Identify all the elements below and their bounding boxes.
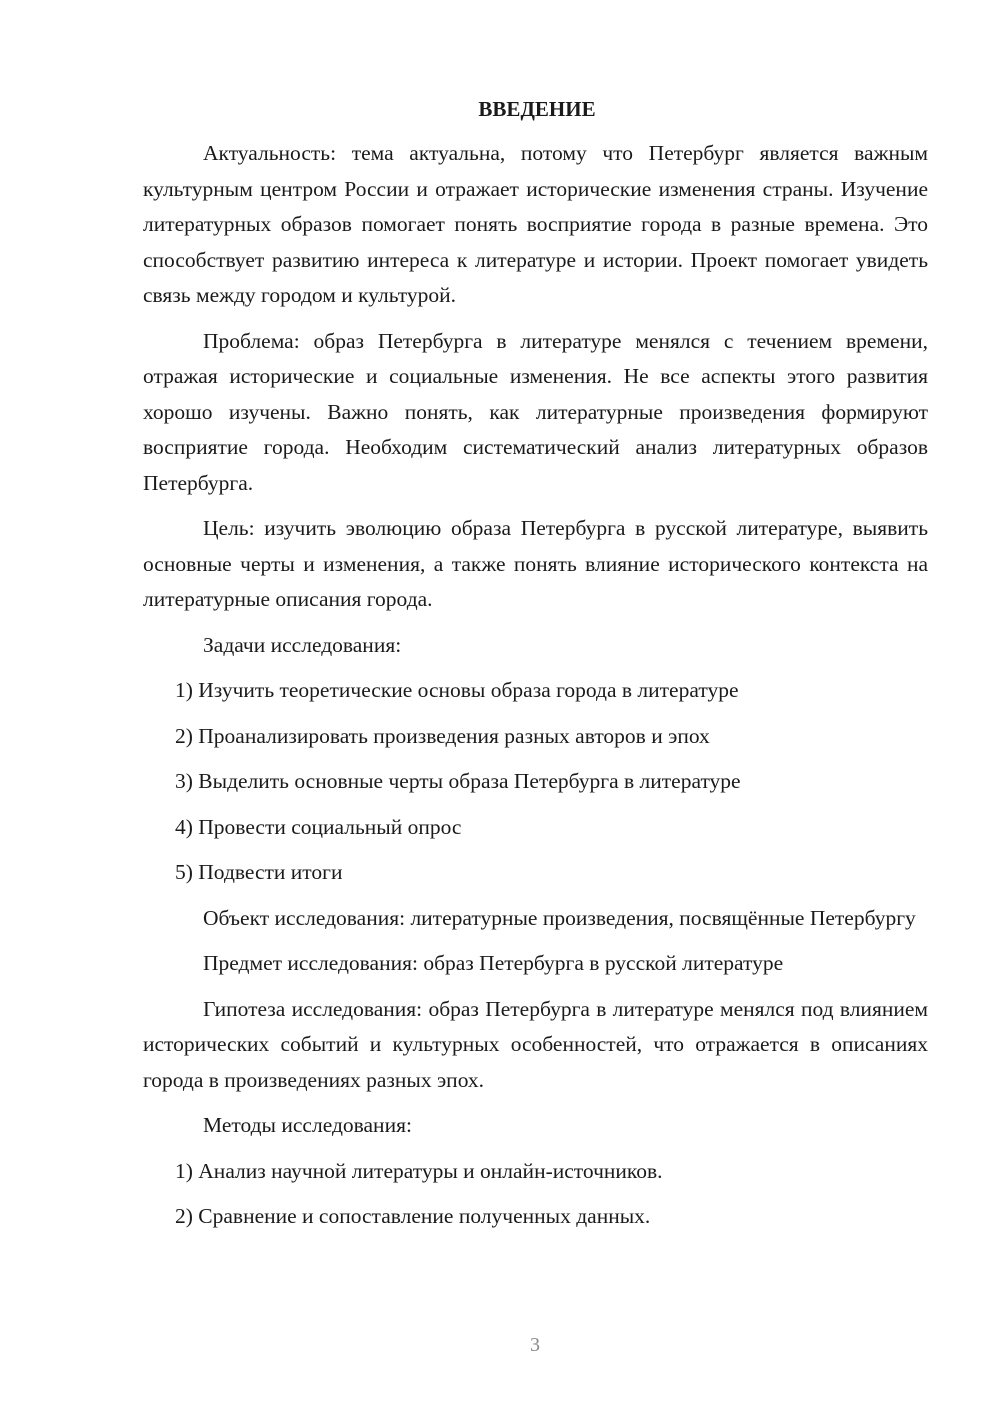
document-page [143,92,928,1245]
tasks-list [143,673,928,891]
method-item: 1) Анализ научной литературы и онлайн-источников. [175,1158,663,1183]
section-heading: ВВЕДЕНИЕ [478,97,596,121]
tasks-title: Задачи исследования: [203,632,402,657]
task-item: 1) Изучить теоретические основы образа города в литературе [175,678,739,702]
object-paragraph: Объект исследования: литературные произведения, посвящённые Петербургу [203,905,916,930]
relevance-paragraph: Актуальность: тема актуальна, потому что Петербург является важным культурным центром России и отражает исторические изменения страны. Изучение литературных образов помогает понять восприятие города в разные времена. Это способствует развитию интереса к литературе и истории. Проект помогает увидеть связь между городом и культурой. [143,141,928,307]
hypothesis-paragraph: Гипотеза исследования: образ Петербурга в литературе менялся под влиянием исторических событий и культурных особенностей, что отражается в описаниях города в произведениях разных эпох. [143,996,928,1092]
method-item: 2) Сравнение и сопоставление полученных данных. [175,1204,651,1228]
task-item: 4) Провести социальный опрос [175,814,462,839]
page-number: 3 [530,1334,540,1356]
methods-title: Методы исследования: [203,1113,412,1137]
goal-paragraph: Цель: изучить эволюцию образа Петербурга в русской литературе, выявить основные черты и изменения, а также понять влияние исторического контекста на литературные описания города. [143,516,928,611]
task-item: 3) Выделить основные черты образа Петербурга в литературе [175,769,741,793]
task-item: 2) Проанализировать произведения разных авторов и эпох [175,723,710,748]
methods-list [143,1154,928,1235]
subject-paragraph: Предмет исследования: образ Петербурга в русской литературе [203,951,784,975]
problem-paragraph: Проблема: образ Петербурга в литературе менялся с течением времени, отражая исторические и социальные изменения. Не все аспекты этого развития хорошо изучены. Важно понять, как литературные произведения формируют восприятие города. Необходим систематический анализ литературных образов Петербурга. [143,328,928,495]
task-item: 5) Подвести итоги [175,860,343,884]
